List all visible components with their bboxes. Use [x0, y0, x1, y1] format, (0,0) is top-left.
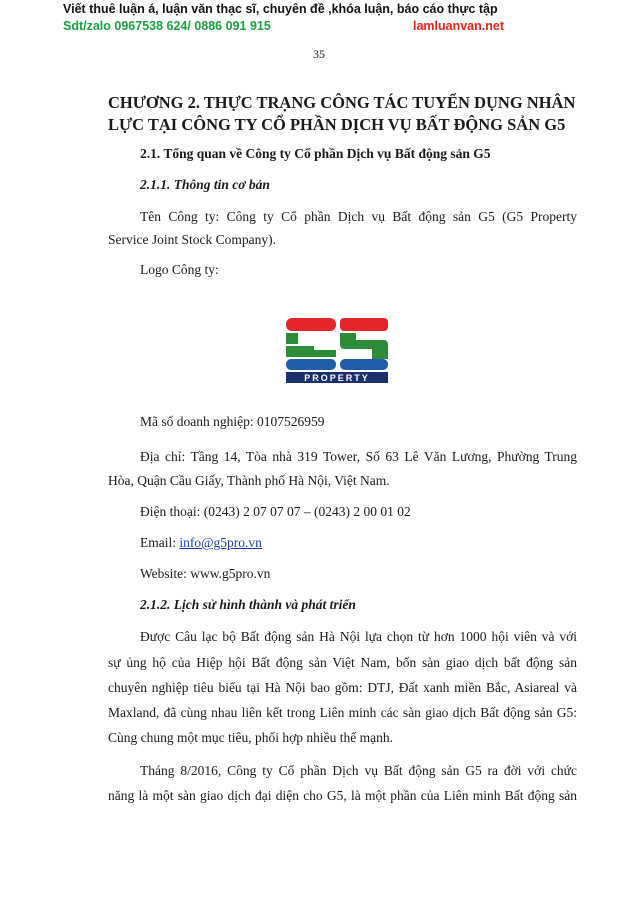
phone: Điện thoại: (0243) 2 07 07 07 – (0243) 2 00 01 02 [140, 504, 411, 519]
address-line-1: Địa chỉ: Tầng 14, Tòa nhà 319 Tower, Số 63 Lê Văn Lương, Phường Trung [140, 449, 577, 464]
section-heading-2-1-1: 2.1.1. Thông tin cơ bản [140, 177, 270, 192]
paragraph-1-line-4: Maxland, đã cùng nhau liên kết trong Liên minh các sàn giao dịch Bất động sản G5: [108, 705, 577, 720]
section-heading-2-1-2: 2.1.2. Lịch sử hình thành và phát triển [140, 597, 356, 612]
paragraph-1-line-5: Cùng chung một mục tiêu, phối hợp nhiều thế mạnh. [108, 730, 393, 745]
paragraph-1-line-2: sự ủng hộ của Hiệp hội Bất động sản Việt Nam, bốn sàn giao dịch bất động sản [108, 655, 577, 670]
chapter-heading [108, 92, 578, 136]
paragraph-2-line-2: năng là một sàn giao dịch đại diện cho G5, là một phần của Liên minh Bất động sản [108, 788, 577, 803]
company-name-line-2: Service Joint Stock Company). [108, 232, 276, 247]
paragraph-1-line-3: chuyên nghiệp tiêu biểu tại Hà Nội bao gồm: DTJ, Đất xanh miền Bắc, Asiareal và [108, 680, 577, 695]
email-line [140, 535, 262, 551]
chapter-heading-line-2: LỰC TẠI CÔNG TY CỔ PHẦN DỊCH VỤ BẤT ĐỘNG SẢN G5 [108, 115, 566, 134]
banner-title: Viết thuê luận á, luận văn thạc sĩ, chuyên đề ,khóa luận, báo cáo thực tập [63, 2, 498, 16]
company-name-line-1: Tên Công ty: Công ty Cổ phần Dịch vụ Bất động sản G5 (G5 Property [140, 209, 577, 224]
paragraph-1-line-1: Được Câu lạc bộ Bất động sản Hà Nội lựa chọn từ hơn 1000 hội viên và với [140, 629, 577, 644]
banner-contact: Sdt/zalo 0967538 624/ 0886 091 915 [63, 19, 271, 33]
address-line-2: Hòa, Quận Cầu Giấy, Thành phố Hà Nội, Việt Nam. [108, 473, 390, 488]
logo-red-stripe [286, 318, 336, 331]
banner-site-link[interactable]: lamluanvan.net [413, 19, 504, 33]
website: Website: www.g5pro.vn [140, 566, 271, 581]
tax-code: Mã số doanh nghiệp: 0107526959 [140, 414, 325, 429]
chapter-heading-line-1: CHƯƠNG 2. THỰC TRẠNG CÔNG TÁC TUYỂN DỤNG NHÂN [108, 93, 576, 112]
company-logo [284, 318, 390, 383]
paragraph-2-line-1: Tháng 8/2016, Công ty Cổ phần Dịch vụ Bất động sản G5 ra đời với chức [140, 763, 577, 778]
logo-blue-stripe [286, 359, 336, 370]
logo-five-top [340, 318, 388, 331]
logo-property-word: PROPERTY [304, 373, 370, 383]
email-link[interactable]: info@g5pro.vn [179, 535, 262, 550]
section-heading-2-1: 2.1. Tổng quan về Công ty Cổ phần Dịch vụ Bất động sản G5 [140, 146, 491, 161]
email-label: Email: [140, 535, 180, 550]
page-number: 35 [313, 47, 325, 61]
logo-five-bottom [340, 359, 388, 370]
logo-label: Logo Công ty: [140, 262, 219, 277]
